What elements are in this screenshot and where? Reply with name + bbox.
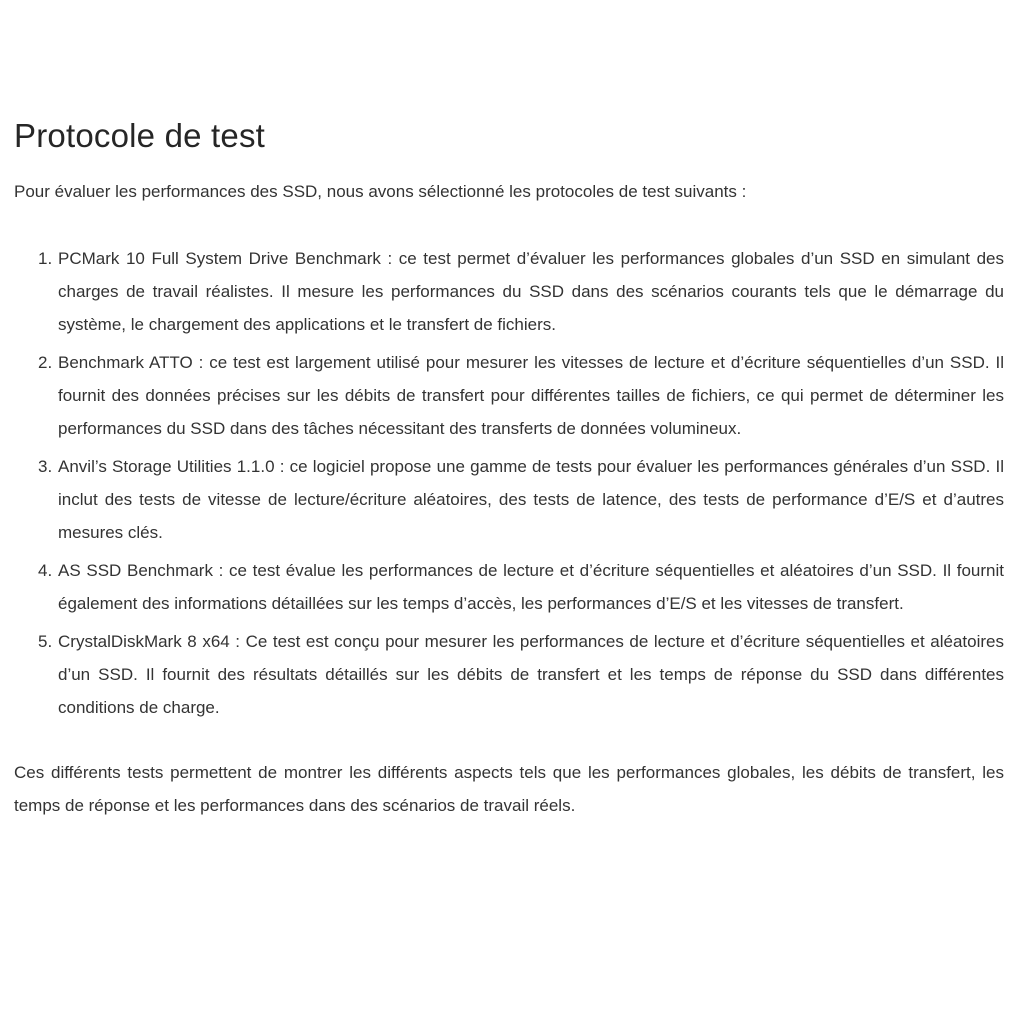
list-item [14, 554, 1004, 620]
list-item [14, 346, 1004, 445]
list-item-number: 5. [38, 632, 53, 651]
list-item-number: 4. [38, 561, 53, 580]
list-item-text: AS SSD Benchmark : ce test évalue les performances de lecture et d’écriture séquentielles et aléatoires d’un SSD. Il fournit également des informations détaillées sur les temps d’accès, les performances d’E/S et les vitesses de transfert. [58, 561, 1004, 613]
conclusion-paragraph: Ces différents tests permettent de montrer les différents aspects tels que les performances globales, les débits de transfert, les temps de réponse et les performances dans des scénarios de travail réels. [14, 763, 1004, 815]
list-item [14, 625, 1004, 724]
list-item [14, 450, 1004, 549]
article [14, 112, 1004, 822]
list-item-text: Anvil’s Storage Utilities 1.1.0 : ce logiciel propose une gamme de tests pour évaluer les performances générales d’un SSD. Il inclut des tests de vitesse de lecture/écriture aléatoires, des tests de latence, des tests de performance d’E/S et d’autres mesures clés. [58, 457, 1004, 542]
list-item [14, 242, 1004, 341]
protocol-list [14, 242, 1004, 724]
list-item-text: Benchmark ATTO : ce test est largement utilisé pour mesurer les vitesses de lecture et d’écriture séquentielles d’un SSD. Il fournit des données précises sur les débits de transfert pour différentes tailles de fichiers, ce qui permet de déterminer les performances du SSD dans des tâches nécessitant des transferts de données volumineux. [58, 353, 1004, 438]
list-item-text: PCMark 10 Full System Drive Benchmark : ce test permet d’évaluer les performances globales d’un SSD en simulant des charges de travail réalistes. Il mesure les performances du SSD dans des scénarios courants tels que le démarrage du système, le chargement des applications et le transfert de fichiers. [58, 249, 1004, 334]
list-item-text: CrystalDiskMark 8 x64 : Ce test est conçu pour mesurer les performances de lecture et d’écriture séquentielles et aléatoires d’un SSD. Il fournit des résultats détaillés sur les débits de transfert et les temps de réponse du SSD dans différentes conditions de charge. [58, 632, 1004, 717]
list-item-number: 1. [38, 249, 53, 268]
list-item-number: 3. [38, 457, 53, 476]
list-item-number: 2. [38, 353, 53, 372]
page-title: Protocole de test [14, 117, 266, 154]
intro-paragraph: Pour évaluer les performances des SSD, nous avons sélectionné les protocoles de test suivants : [14, 182, 747, 201]
